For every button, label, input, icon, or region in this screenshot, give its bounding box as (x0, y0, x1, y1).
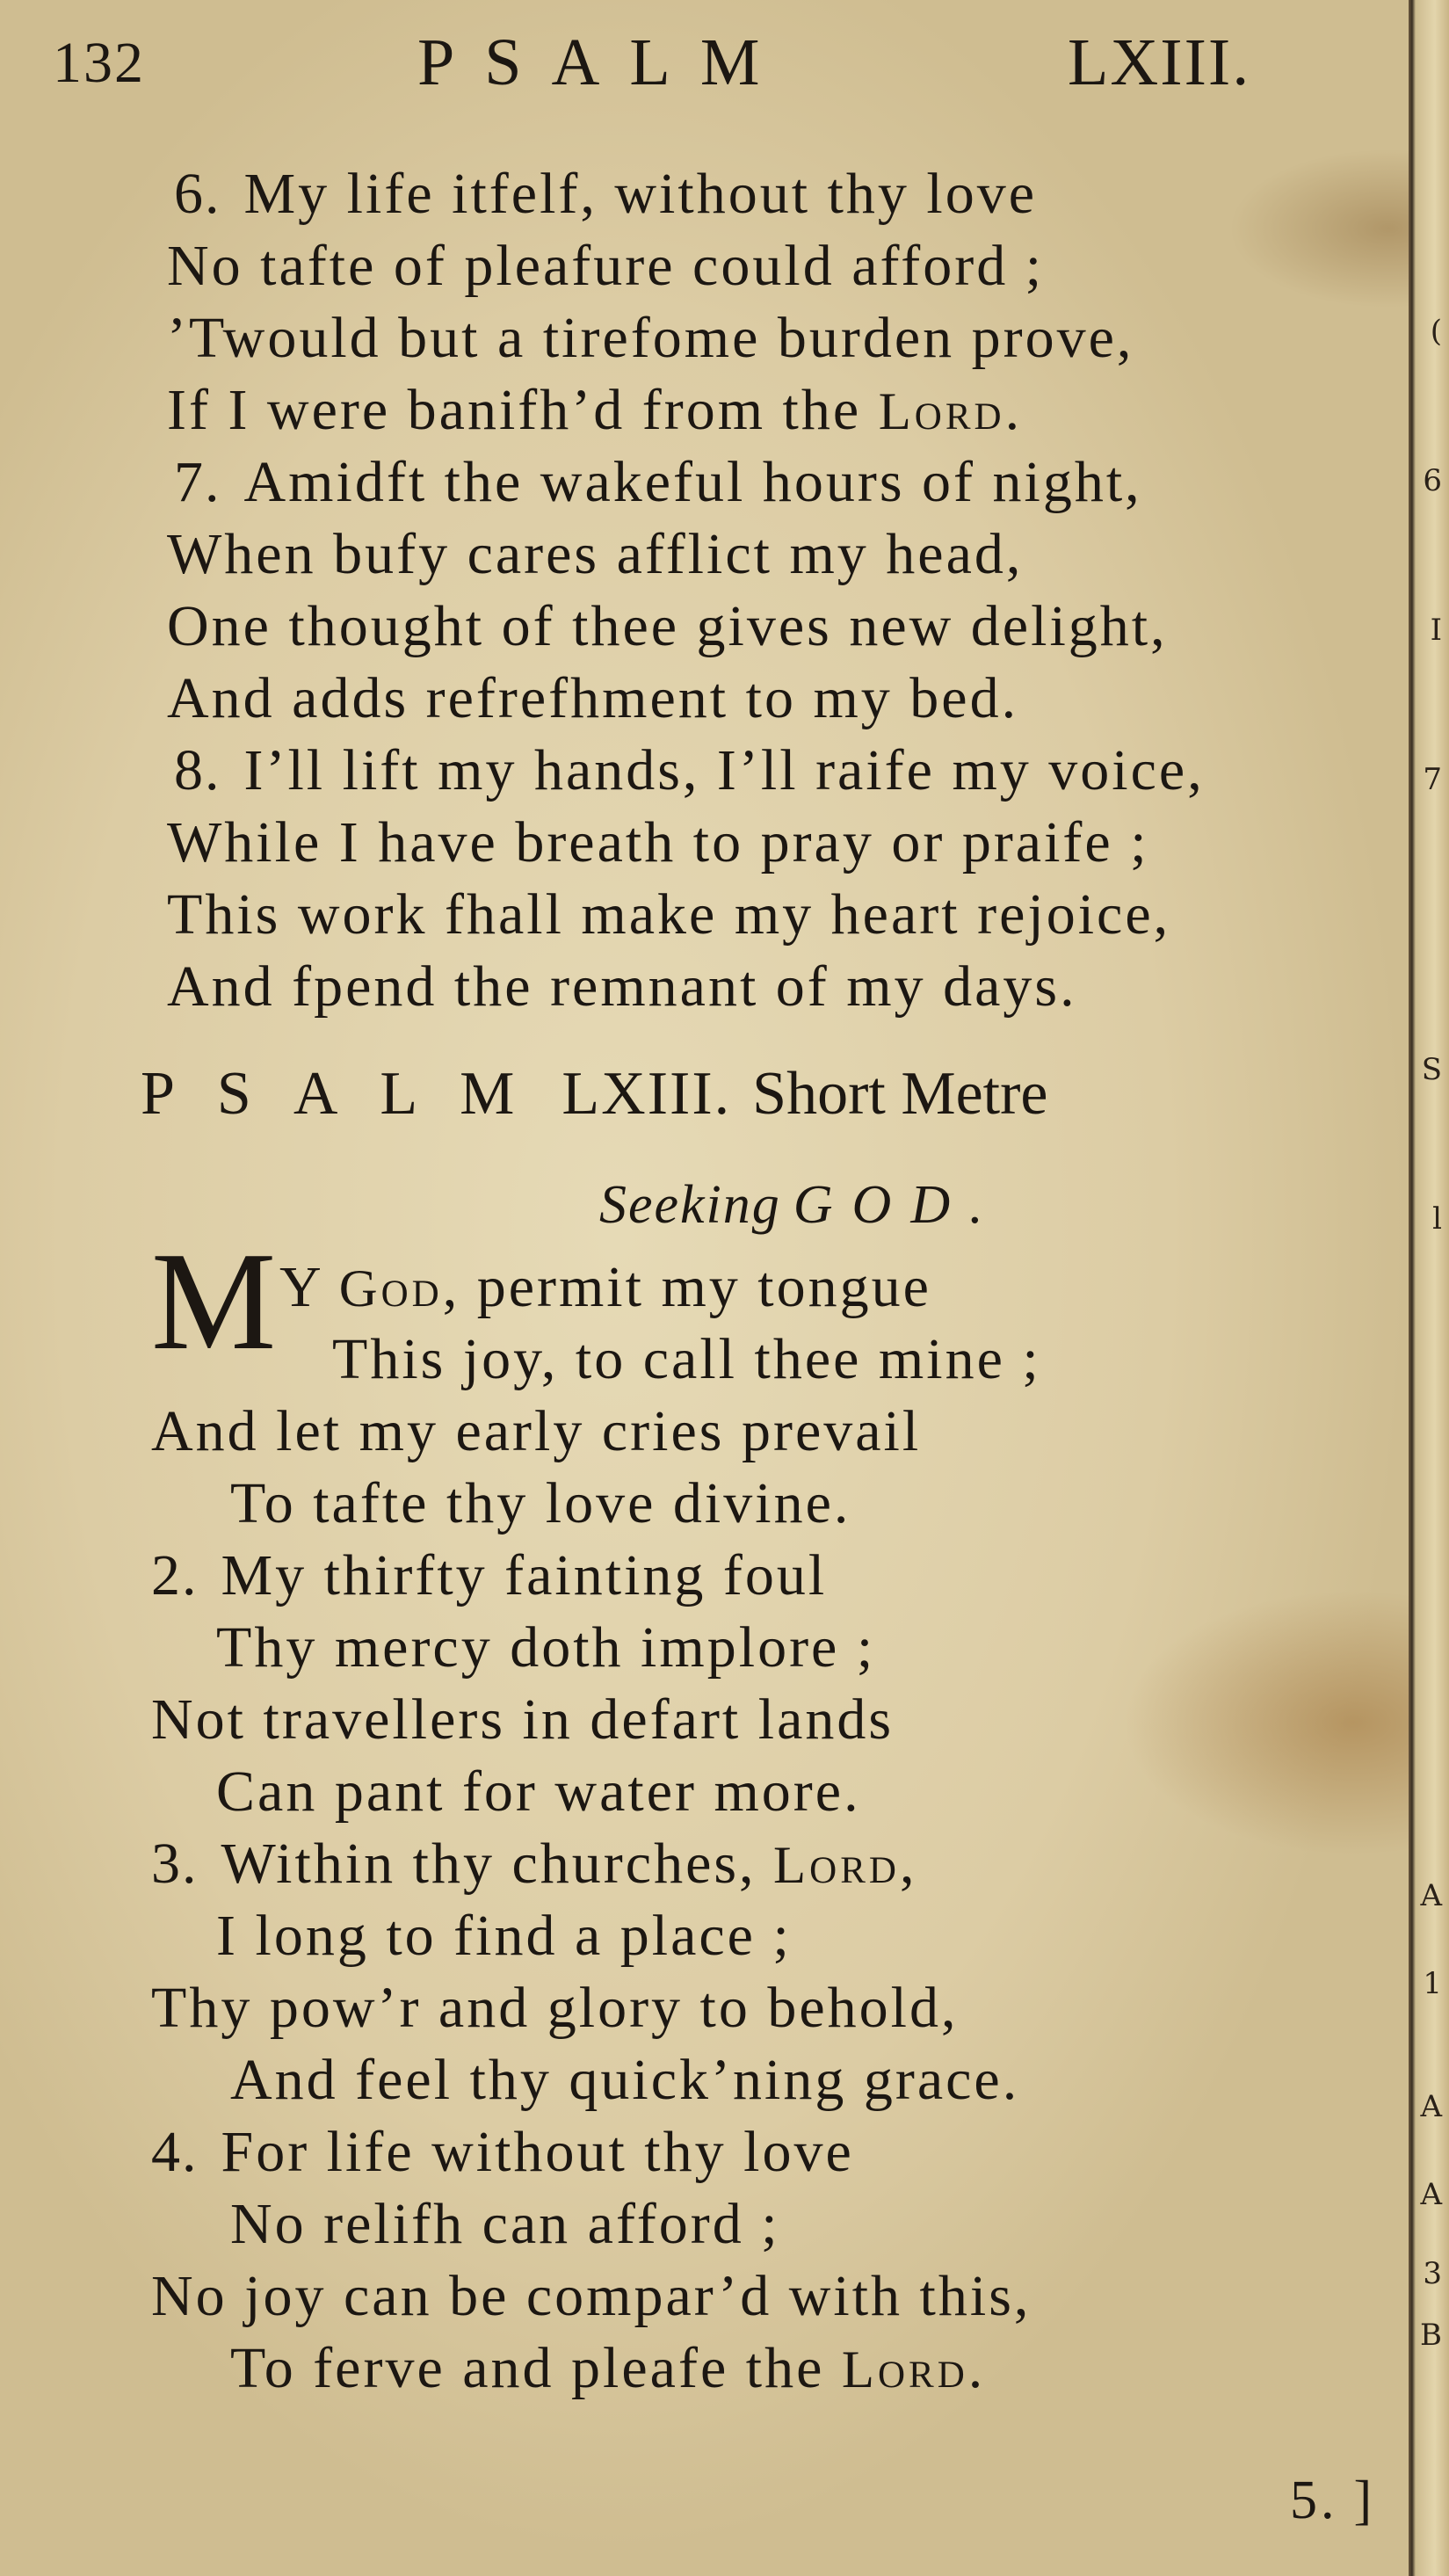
verse-text: If I were banifh’d from the (167, 378, 879, 442)
lord-small-caps: Lord (841, 2340, 968, 2399)
psalm-heading (141, 1059, 1048, 1129)
psalm-heading-number: LXIII. (561, 1060, 732, 1128)
verse-punct: . (967, 2336, 986, 2400)
verse-line (174, 450, 1142, 514)
lord-small-caps: Lord (773, 1836, 900, 1895)
running-head: PSALM (417, 25, 790, 99)
verse-text: Amidft the wakeful hours of night, (243, 450, 1142, 514)
facing-page-char: 3 (1423, 2256, 1442, 2291)
verse-punct: , (899, 1832, 917, 1896)
running-head-number: LXIII. (1068, 25, 1251, 99)
verse-text: For life without thy love (221, 2120, 854, 2184)
verse-line (151, 1832, 917, 1896)
facing-page-char: A (1420, 2177, 1442, 2212)
facing-page-char: ( (1430, 314, 1442, 349)
verse-line: This work fhall make my heart rejoice, (167, 882, 1171, 947)
verse-line: Can pant for water more. (216, 1760, 861, 1824)
stanza-number: 4. (151, 2120, 199, 2184)
verse-line (279, 1255, 931, 1319)
signature-number: 5. (1290, 2471, 1338, 2530)
facing-page-char: S (1421, 1052, 1442, 1087)
facing-page-fragments (1416, 0, 1445, 2576)
facing-page-char: A (1420, 1878, 1442, 1913)
verse-line: And adds refrefhment to my bed. (167, 666, 1019, 730)
stanza-number: 8. (174, 738, 221, 802)
verse-punct: . (1004, 378, 1023, 442)
verse-line: While I have breath to pray or praife ; (167, 810, 1149, 874)
verse-line: To tafte thy love divine. (230, 1471, 851, 1535)
verse-line (230, 2336, 986, 2400)
page-gutter (1409, 0, 1449, 2576)
facing-page-char: 7 (1423, 762, 1442, 797)
facing-page-char: A (1420, 2089, 1442, 2124)
psalm-heading-word: PSALM (141, 1060, 557, 1128)
verse-text: Within thy churches, (221, 1832, 774, 1896)
verse-line: And let my early cries prevail (151, 1399, 922, 1463)
verse-line: One thought of thee gives new delight, (167, 594, 1168, 658)
verse-text: Y (279, 1255, 339, 1319)
verse-line: I long to find a place ; (216, 1904, 792, 1968)
verse-text: My thirfty fainting foul (221, 1543, 828, 1607)
page-header (0, 25, 1371, 99)
verse-line (167, 378, 1023, 442)
verse-text: I’ll lift my hands, I’ll raife my voice, (243, 738, 1205, 802)
subtitle-word: Seeking (599, 1175, 781, 1235)
facing-page-char: 1 (1423, 1966, 1442, 2001)
subtitle-god: GOD. (793, 1175, 1003, 1235)
facing-page-char: I (1430, 613, 1442, 648)
stanza-number: 3. (151, 1832, 199, 1896)
verse-line: This joy, to call thee mine ; (332, 1327, 1041, 1391)
verse-line (151, 2120, 854, 2184)
god-small-caps: God (338, 1259, 443, 1318)
stanza-number: 7. (174, 450, 221, 514)
verse-text: My life itfelf, without thy love (243, 162, 1038, 226)
facing-page-char: B (1420, 2318, 1442, 2353)
facing-page-char: l (1432, 1201, 1442, 1237)
verse-line: No joy can be compar’d with this, (151, 2264, 1032, 2328)
verse-line: Thy pow’r and glory to behold, (151, 1976, 959, 2040)
psalm-subtitle (599, 1174, 1003, 1237)
verse-line: No relifh can afford ; (230, 2192, 780, 2256)
verse-text: , permit my tongue (442, 1255, 931, 1319)
verse-line (174, 162, 1038, 226)
page-signature (1290, 2470, 1375, 2532)
lord-small-caps: Lord (878, 382, 1005, 441)
facing-page-char: 6 (1423, 463, 1442, 498)
verse-line: Not travellers in defart lands (151, 1687, 895, 1752)
verse-line: No tafte of pleafure could afford ; (167, 234, 1045, 298)
verse-line: When bufy cares afflict my head, (167, 522, 1024, 586)
verse-line: And feel thy quick’ning grace. (230, 2048, 1020, 2112)
psalm-heading-metre: Short Metre (752, 1060, 1048, 1128)
verse-line: And fpend the remnant of my days. (167, 954, 1077, 1019)
stanza-number: 2. (151, 1543, 199, 1607)
signature-bracket: ] (1353, 2471, 1376, 2530)
verse-line (174, 738, 1205, 802)
verse-line: Thy mercy doth implore ; (216, 1615, 876, 1680)
verse-line: ’Twould but a tirefome burden prove, (167, 306, 1134, 370)
verse-line (151, 1543, 828, 1607)
verse-text: To ferve and pleafe the (230, 2336, 842, 2400)
stanza-number: 6. (174, 162, 221, 226)
page-number: 132 (53, 31, 145, 95)
drop-cap: M (151, 1223, 277, 1379)
